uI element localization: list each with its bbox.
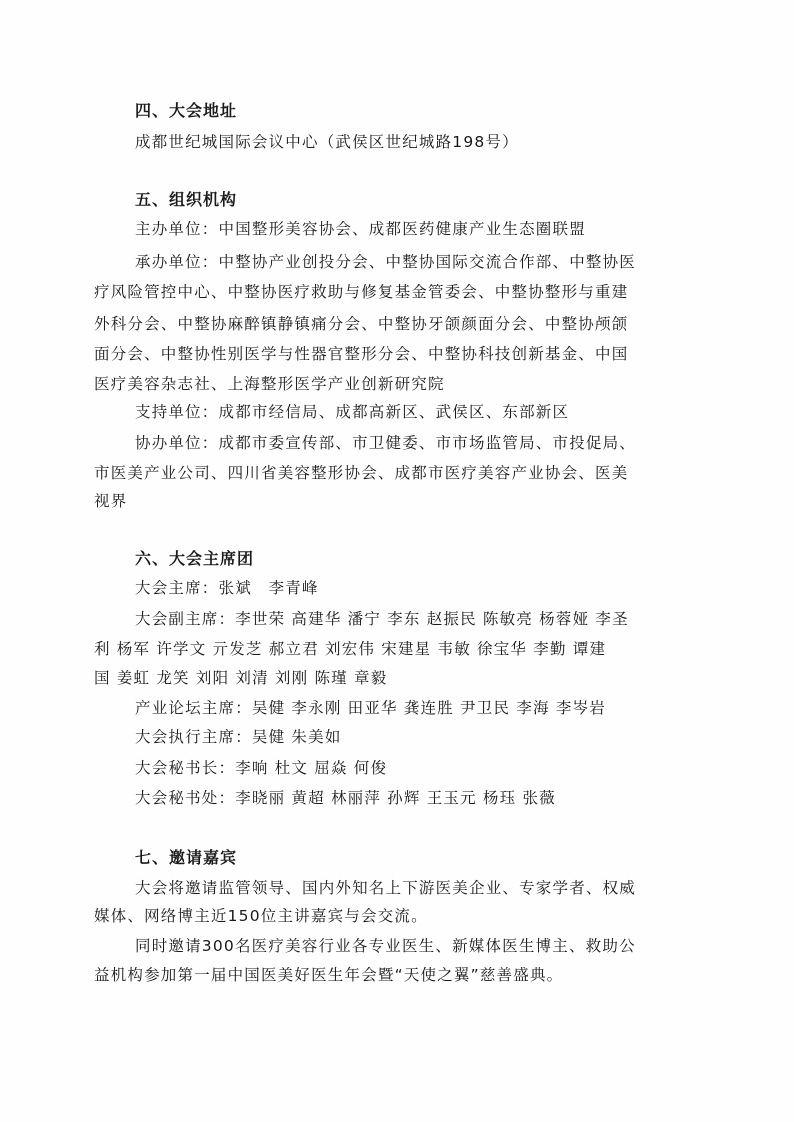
section-heading-organization: 五、组织机构 <box>135 190 238 209</box>
presidium-line: 产业论坛主席：吴健 李永刚 田亚华 龚连胜 尹卫民 李海 李岑岩 <box>135 699 606 717</box>
presidium-line: 大会秘书长：李响 杜文 屈焱 何俊 <box>135 759 388 777</box>
guests-line: 同时邀请300名医疗美容行业各专业医生、新媒体医生博主、救助公 <box>135 937 636 955</box>
organization-line: 医疗美容杂志社、上海整形医学产业创新研究院 <box>94 375 445 393</box>
organization-line: 协办单位：成都市委宣传部、市卫健委、市市场监管局、市投促局、 <box>135 434 637 452</box>
section-heading-guests: 七、邀请嘉宾 <box>135 848 238 867</box>
guests-line: 大会将邀请监管领导、国内外知名上下游医美企业、专家学者、权威 <box>135 879 637 897</box>
address-line: 成都世纪城国际会议中心（武侯区世纪城路198号） <box>135 133 519 151</box>
presidium-line: 国 姜虹 龙笑 刘阳 刘清 刘刚 陈瑾 章毅 <box>94 669 388 687</box>
presidium-line: 大会副主席：李世荣 高建华 潘宁 李东 赵振民 陈敏亮 杨蓉娅 李圣 <box>135 610 629 628</box>
organization-line: 承办单位：中整协产业创投分会、中整协国际交流合作部、中整协医 <box>135 253 637 271</box>
organization-line: 主办单位：中国整形美容协会、成都医药健康产业生态圈联盟 <box>135 220 586 238</box>
organization-line: 市医美产业公司、四川省美容整形协会、成都市医疗美容产业协会、医美 <box>94 464 629 482</box>
organization-line: 视界 <box>94 492 128 510</box>
guests-line: 媒体、网络博主近150位主讲嘉宾与会交流。 <box>94 907 428 925</box>
organization-line: 疗风险管控中心、中整协医疗救助与修复基金管委会、中整协整形与重建 <box>94 283 629 301</box>
organization-line: 外科分会、中整协麻醉镇静镇痛分会、中整协牙颌颜面分会、中整协颅颌 <box>94 315 629 333</box>
presidium-line: 大会主席：张斌 李青峰 <box>135 579 319 597</box>
section-heading-presidium: 六、大会主席团 <box>135 549 255 568</box>
presidium-line: 大会秘书处：李晓丽 黄超 林丽萍 孙辉 王玉元 杨珏 张薇 <box>135 789 556 807</box>
organization-line: 面分会、中整协性别医学与性器官整形分会、中整协科技创新基金、中国 <box>94 345 629 363</box>
guests-line: 益机构参加第一届中国医美好医生年会暨“天使之翼”慈善盛典。 <box>94 966 564 984</box>
presidium-line: 利 杨军 许学文 亓发芝 郝立君 刘宏伟 宋建星 韦敏 徐宝华 李勤 谭建 <box>94 640 607 658</box>
section-heading-address: 四、大会地址 <box>135 101 238 120</box>
presidium-line: 大会执行主席：吴健 朱美如 <box>135 728 342 746</box>
organization-line: 支持单位：成都市经信局、成都高新区、武侯区、东部新区 <box>135 403 570 421</box>
